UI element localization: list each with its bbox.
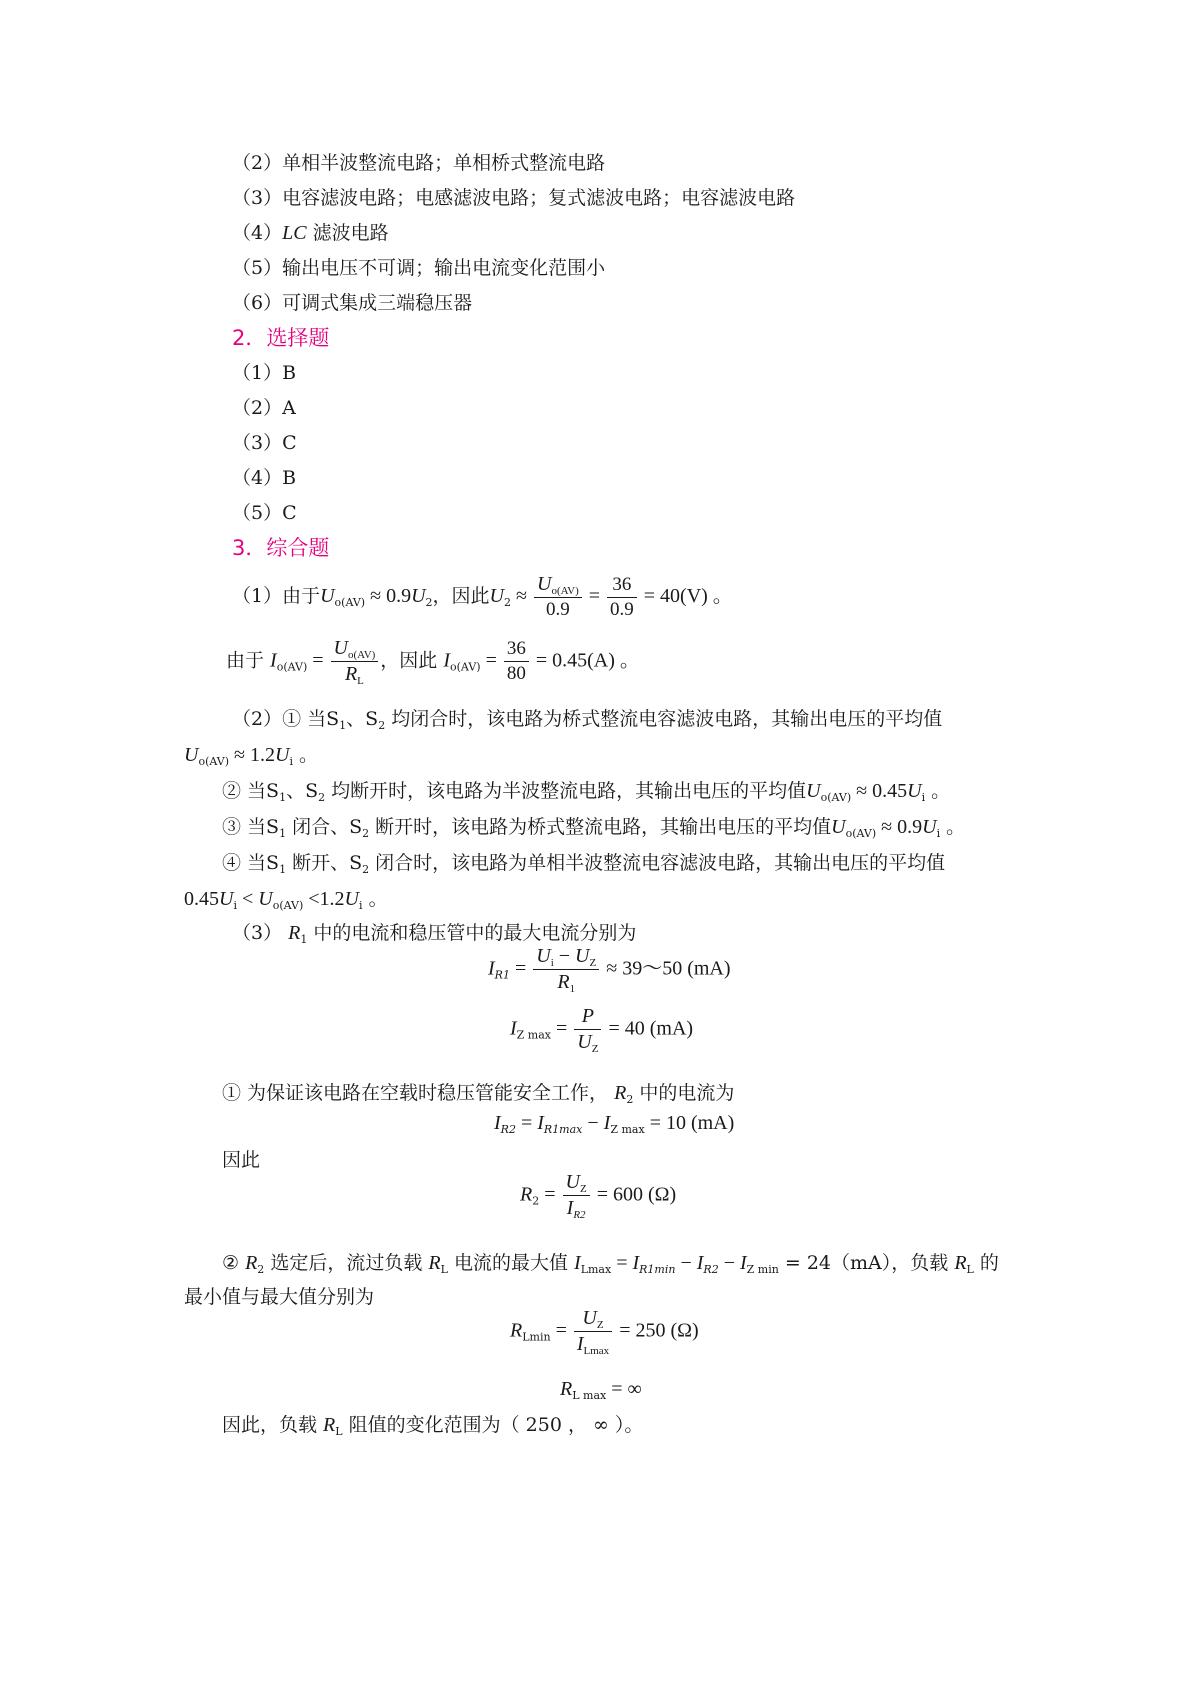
q2-case-2: ② 当$S_1$、$S_2$ 均断开时，该电路为半波整流电路，其输出电压的平均值$U_{o(AV)} \approx 0.45U_i$ 。 — [222, 780, 951, 804]
fill-answer-3: （3）电容滤波电路；电感滤波电路；复式滤波电路；电容滤波电路 — [232, 187, 796, 209]
q3-equation-ir2: $I_{R2} = I_{R1max} - I_{Z max} = 10$ (mA) — [494, 1112, 735, 1136]
choice-answer-3: （3）C — [232, 432, 297, 454]
fill-answer-4: （4）LC 滤波电路 — [232, 222, 389, 244]
section-heading-comprehensive: 3．综合题 — [232, 536, 330, 560]
q3-equation-ir1: $I_{R1}$ = $\frac{U_i - U_Z}{R_1}$ ≈ 39～50 (mA) — [488, 945, 731, 995]
q1-equation-2: 由于 $I_{o(AV)}$ = $\frac{U_{o(AV)}}{R_L}$ ，因此 $I_{o(AV)}$ = $\frac{36}{80}$ = 0.45(A) 。 — [226, 637, 640, 687]
choice-answer-2: （2）A — [232, 397, 296, 419]
q3-equation-izmax: $I_{Z max}$ = $\frac{P}{U_Z}$ = 40 (mA) — [510, 1005, 694, 1055]
choice-answer-1: （1）B — [232, 362, 297, 384]
q2-case-4-value: $0.45U_i < U_{o(AV)} <1.2U_i$ 。 — [184, 888, 388, 912]
fill-answer-5: （5）输出电压不可调；输出电流变化范围小 — [232, 257, 606, 279]
choice-answer-5: （5）C — [232, 502, 297, 524]
fill-answer-2: （2）单相半波整流电路；单相桥式整流电路 — [232, 152, 606, 174]
section-heading-choice: 2．选择题 — [232, 326, 330, 350]
q3-intro: （3） $R_1$ 中的电流和稳压管中的最大电流分别为 — [232, 922, 637, 946]
q3-equation-rlmax: $R_{L max}$ = ∞ — [560, 1378, 642, 1402]
q2-case-3: ③ 当$S_1$ 闭合、$S_2$ 断开时，该电路为桥式整流电路，其输出电压的平均值$U_{o(AV)} \approx 0.9U_i$ 。 — [222, 816, 966, 840]
q3-part-1: ① 为保证该电路在空载时稳压管能安全工作， $R_2$ 中的电流为 — [222, 1082, 735, 1106]
q3-final: 因此，负载 $R_L$ 阻值的变化范围为（ 250 ， ∞ ）。 — [222, 1414, 644, 1438]
q3-equation-rlmin: $R_{Lmin}$ = $\frac{U_Z}{I_{Lmax}}$ = 250 (Ω) — [510, 1307, 699, 1357]
q2-case-1-value: $U_{o(AV)} \approx 1.2U_i$ 。 — [184, 744, 319, 768]
q2-case-1: （2）① 当$S_1$、$S_2$ 均闭合时，该电路为桥式整流电容滤波电路，其输出电压的平均值 — [232, 708, 943, 732]
q3-part-2: ② $R_2$ 选定后，流过负载 $R_L$ 电流的最大值 $I_{Lmax} = I_{R1min} - I_{R2} - I_{Z min} = 24(mA)$，负载 $R_L$ 的 — [222, 1252, 999, 1276]
q3-part-2-cont: 最小值与最大值分别为 — [184, 1286, 375, 1308]
q3-therefore: 因此 — [222, 1149, 261, 1171]
q3-equation-r2: $R_2$ = $\frac{U_Z}{I_{R2}}$ = 600 (Ω) — [520, 1171, 677, 1221]
q2-case-4: ④ 当$S_1$ 断开、$S_2$ 闭合时，该电路为单相半波整流电容滤波电路，其输出电压的平均值 — [222, 852, 946, 876]
choice-answer-4: （4）B — [232, 467, 297, 489]
q1-equation-1: （1）由于$U_{o(AV)} \approx 0.9U_2$，因此$U_2$ ≈ $\frac{U_{o(AV)}}{0.9}$ = $\frac{36}{0.9}$ = 40(V) 。 — [232, 573, 733, 620]
fill-answer-6: （6）可调式集成三端稳压器 — [232, 292, 473, 314]
